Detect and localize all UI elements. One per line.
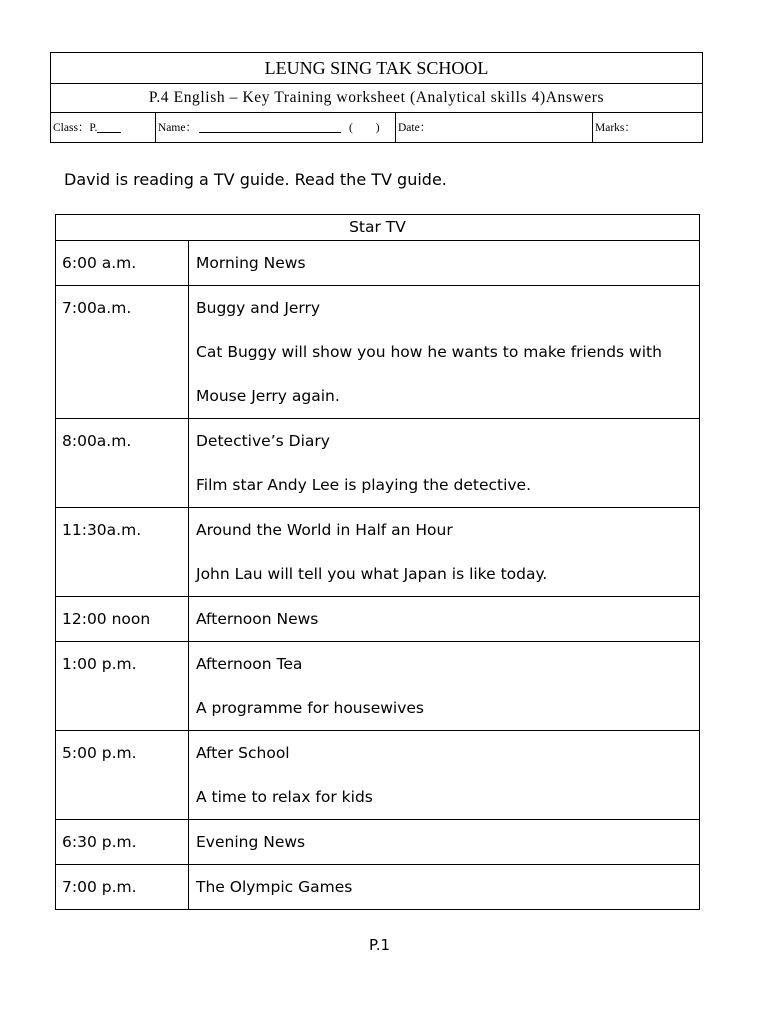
programme-details	[189, 865, 700, 910]
class-label: Class：P.	[53, 122, 98, 134]
programme-description: Mouse Jerry again.	[196, 387, 340, 405]
programme-details	[189, 642, 700, 731]
class-number-parentheses: ( )	[348, 122, 380, 134]
programme-description: A programme for housewives	[196, 699, 425, 717]
date-field[interactable]	[396, 113, 593, 143]
class-field[interactable]	[51, 113, 156, 143]
guide-row	[56, 419, 700, 508]
programme-details	[189, 820, 700, 865]
time-text: 11:30a.m.	[62, 521, 142, 539]
page-number: P.1	[369, 936, 391, 954]
time-text: 7:00 p.m.	[62, 878, 137, 896]
programme-description: Film star Andy Lee is playing the detective.	[196, 476, 532, 494]
guide-row	[56, 508, 700, 597]
class-blank[interactable]	[97, 120, 121, 133]
guide-row	[56, 241, 700, 286]
school-name: LEUNG SING TAK SCHOOL	[51, 53, 702, 84]
guide-row	[56, 731, 700, 820]
tv-guide-title: Star TV	[56, 215, 700, 241]
name-label: Name：	[158, 122, 197, 134]
programme-time	[56, 820, 189, 865]
programme-time	[56, 597, 189, 642]
programme-title: The Olympic Games	[196, 878, 353, 896]
intro-instruction: David is reading a TV guide. Read the TV guide.	[64, 170, 447, 189]
programme-details	[189, 241, 700, 286]
programme-title: After School	[196, 744, 290, 762]
programme-description: A time to relax for kids	[196, 788, 373, 806]
programme-time	[56, 419, 189, 508]
programme-details	[189, 419, 700, 508]
programme-title: Afternoon News	[196, 610, 319, 628]
programme-title: Buggy and Jerry	[196, 299, 321, 317]
worksheet-header	[50, 52, 703, 143]
worksheet-title: P.4 English – Key Training worksheet (Analytical skills 4)Answers	[51, 84, 702, 113]
programme-time	[56, 731, 189, 820]
marks-field[interactable]	[593, 113, 702, 143]
time-text: 6:30 p.m.	[62, 833, 137, 851]
student-info-row	[51, 113, 702, 143]
programme-time	[56, 508, 189, 597]
time-text: 12:00 noon	[62, 610, 151, 628]
name-field[interactable]	[156, 113, 396, 143]
programme-time	[56, 865, 189, 910]
guide-row	[56, 286, 700, 419]
programme-details	[189, 597, 700, 642]
time-text: 8:00a.m.	[62, 432, 132, 450]
programme-title: Evening News	[196, 833, 306, 851]
programme-title: Around the World in Half an Hour	[196, 521, 453, 539]
programme-description: John Lau will tell you what Japan is like today.	[196, 565, 548, 583]
programme-details	[189, 286, 700, 419]
name-blank[interactable]	[199, 120, 341, 133]
programme-time	[56, 642, 189, 731]
programme-details	[189, 508, 700, 597]
programme-description: Cat Buggy will show you how he wants to make friends with	[196, 343, 662, 361]
date-label: Date：	[398, 122, 432, 134]
programme-title: Detective’s Diary	[196, 432, 330, 450]
programme-time	[56, 286, 189, 419]
tv-guide-table	[55, 214, 700, 910]
time-text: 1:00 p.m.	[62, 655, 137, 673]
marks-label: Marks：	[595, 122, 636, 134]
programme-title: Morning News	[196, 254, 306, 272]
time-text: 7:00a.m.	[62, 299, 132, 317]
programme-time	[56, 241, 189, 286]
guide-row	[56, 865, 700, 910]
time-text: 6:00 a.m.	[62, 254, 137, 272]
programme-details	[189, 731, 700, 820]
time-text: 5:00 p.m.	[62, 744, 137, 762]
programme-title: Afternoon Tea	[196, 655, 303, 673]
guide-row	[56, 820, 700, 865]
guide-row	[56, 597, 700, 642]
guide-row	[56, 642, 700, 731]
